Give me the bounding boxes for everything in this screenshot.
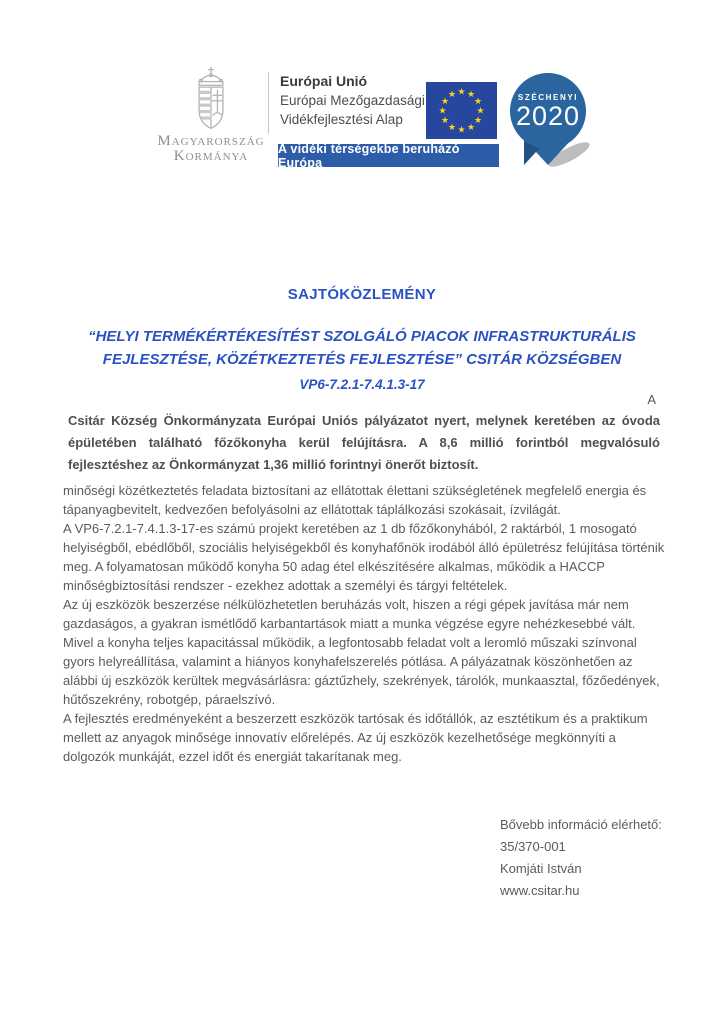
body-paragraph: A VP6-7.2.1-7.4.1.3-17-es számú projekt keretében az 1 db főzőkonyhából, 2 raktárból, 1 mosogató helyiségből, ebédlőből, szociális helyiségekből és konyhafőnök irodából álló épületrész felújítása történik meg. A folyamatosan működő konyha 50 adag étel elkészítésére alkalmas, működik a HACCP minőségbiztosítási rendszer - ezekhez adottak a személyi és tárgyi feltételek. (63, 521, 665, 593)
project-code: VP6-7.2.1-7.4.1.3-17 (299, 377, 425, 392)
svg-text:★: ★ (466, 123, 476, 134)
szechenyi-2020-logo (506, 70, 596, 182)
body-paragraph: minőségi közétkeztetés feladata biztosítani az ellátottak élettani szükségletének megfelelő energia és tápanyagbevitelt, kedvezően befolyásolni az ellátottak táplálkozási szokásait, ízvilágát. (63, 483, 647, 517)
svg-text:★: ★ (440, 116, 450, 127)
contact-block (500, 814, 662, 902)
body-paragraph: A fejlesztés eredményeként a beszerzett eszközök tartósak és időtállók, az esztétikum és a praktikum mellett az anyagok minősége innovatív előrelépés. Az új eszközök kezelhetősége megkönnyíti a dolgozók munkáját, ezzel időt és energiát takarítanak meg. (63, 711, 648, 764)
contact-person: Komjáti István (500, 861, 582, 876)
svg-text:★: ★ (447, 90, 457, 101)
svg-text:★: ★ (457, 87, 466, 98)
svg-text:★: ★ (473, 116, 483, 127)
lead-paragraph: Csitár Község Önkormányzata Európai Uniós pályázatot nyert, melynek keretében az óvoda épületében található főzőkonyha kerül felújításra. A 8,6 millió forintból megvalósuló fejlesztéshez az Önkormányzat 1,36 millió forintnyi önerőt biztosít. (68, 413, 660, 472)
eu-fund-line2: Európai Mezőgazdasági (280, 93, 425, 108)
government-logo (146, 66, 276, 164)
svg-text:★: ★ (440, 97, 450, 108)
svg-text:★: ★ (466, 90, 476, 101)
eu-fund-text (280, 72, 425, 129)
svg-text:★: ★ (438, 106, 447, 117)
contact-heading: Bővebb információ elérhető: (500, 817, 662, 832)
body-paragraph: Az új eszközök beszerzése nélkülözhetetlen beruházás volt, hiszen a régi gépek javítása már nem gazdaságos, a gyakran ismétlődő karbantartások miatt a munka végzése egyre nehézkesebbé vált. Mivel a konyha teljes kapacitással működik, a legfontosabb feladat volt a leromló műszaki színvonal gyors helyreállítása, valamint a hiányos konyhafelszerelés pótlása. A pályázatnak köszönhetően az alábbi új eszközök kerültek megvásárlásra: gáztűzhely, szekrények, tárolók, munkaasztal, főzőedények, hűtőszekrény, robotgép, páraelszívó. (63, 597, 660, 707)
pin-circle (510, 73, 586, 149)
header-banner: A vidéki térségekbe beruházó Európa (278, 144, 499, 167)
header-divider (268, 72, 269, 134)
eu-fund-title: Európai Unió (280, 73, 368, 89)
press-release-kicker: SAJTÓKÖZLEMÉNY (287, 286, 437, 303)
stray-article-a: A (647, 392, 656, 407)
press-release-headline: “HELYI TERMÉKÉRTÉKESÍTÉST SZOLGÁLÓ PIACOK INFRASTRUKTURÁLIS FEJLESZTÉSE, KÖZÉTKEZTETÉS FEJLESZTÉSE” CSITÁR KÖZSÉGBEN (88, 328, 636, 368)
hungarian-coat-of-arms-icon (184, 66, 238, 132)
svg-text:★: ★ (457, 125, 466, 136)
eu-fund-line3: Vidékfejlesztési Alap (280, 112, 403, 127)
eu-flag-icon (426, 82, 497, 139)
szechenyi-label: SZÉCHENYI (517, 92, 579, 102)
szechenyi-year: 2020 (515, 100, 581, 131)
contact-website: www.csitar.hu (500, 883, 580, 898)
svg-text:★: ★ (473, 97, 483, 108)
svg-text:★: ★ (476, 106, 485, 117)
contact-phone: 35/370-001 (500, 839, 566, 854)
svg-text:★: ★ (447, 123, 457, 134)
body-text (63, 481, 667, 766)
government-name: Magyarország Kormánya (157, 133, 265, 164)
